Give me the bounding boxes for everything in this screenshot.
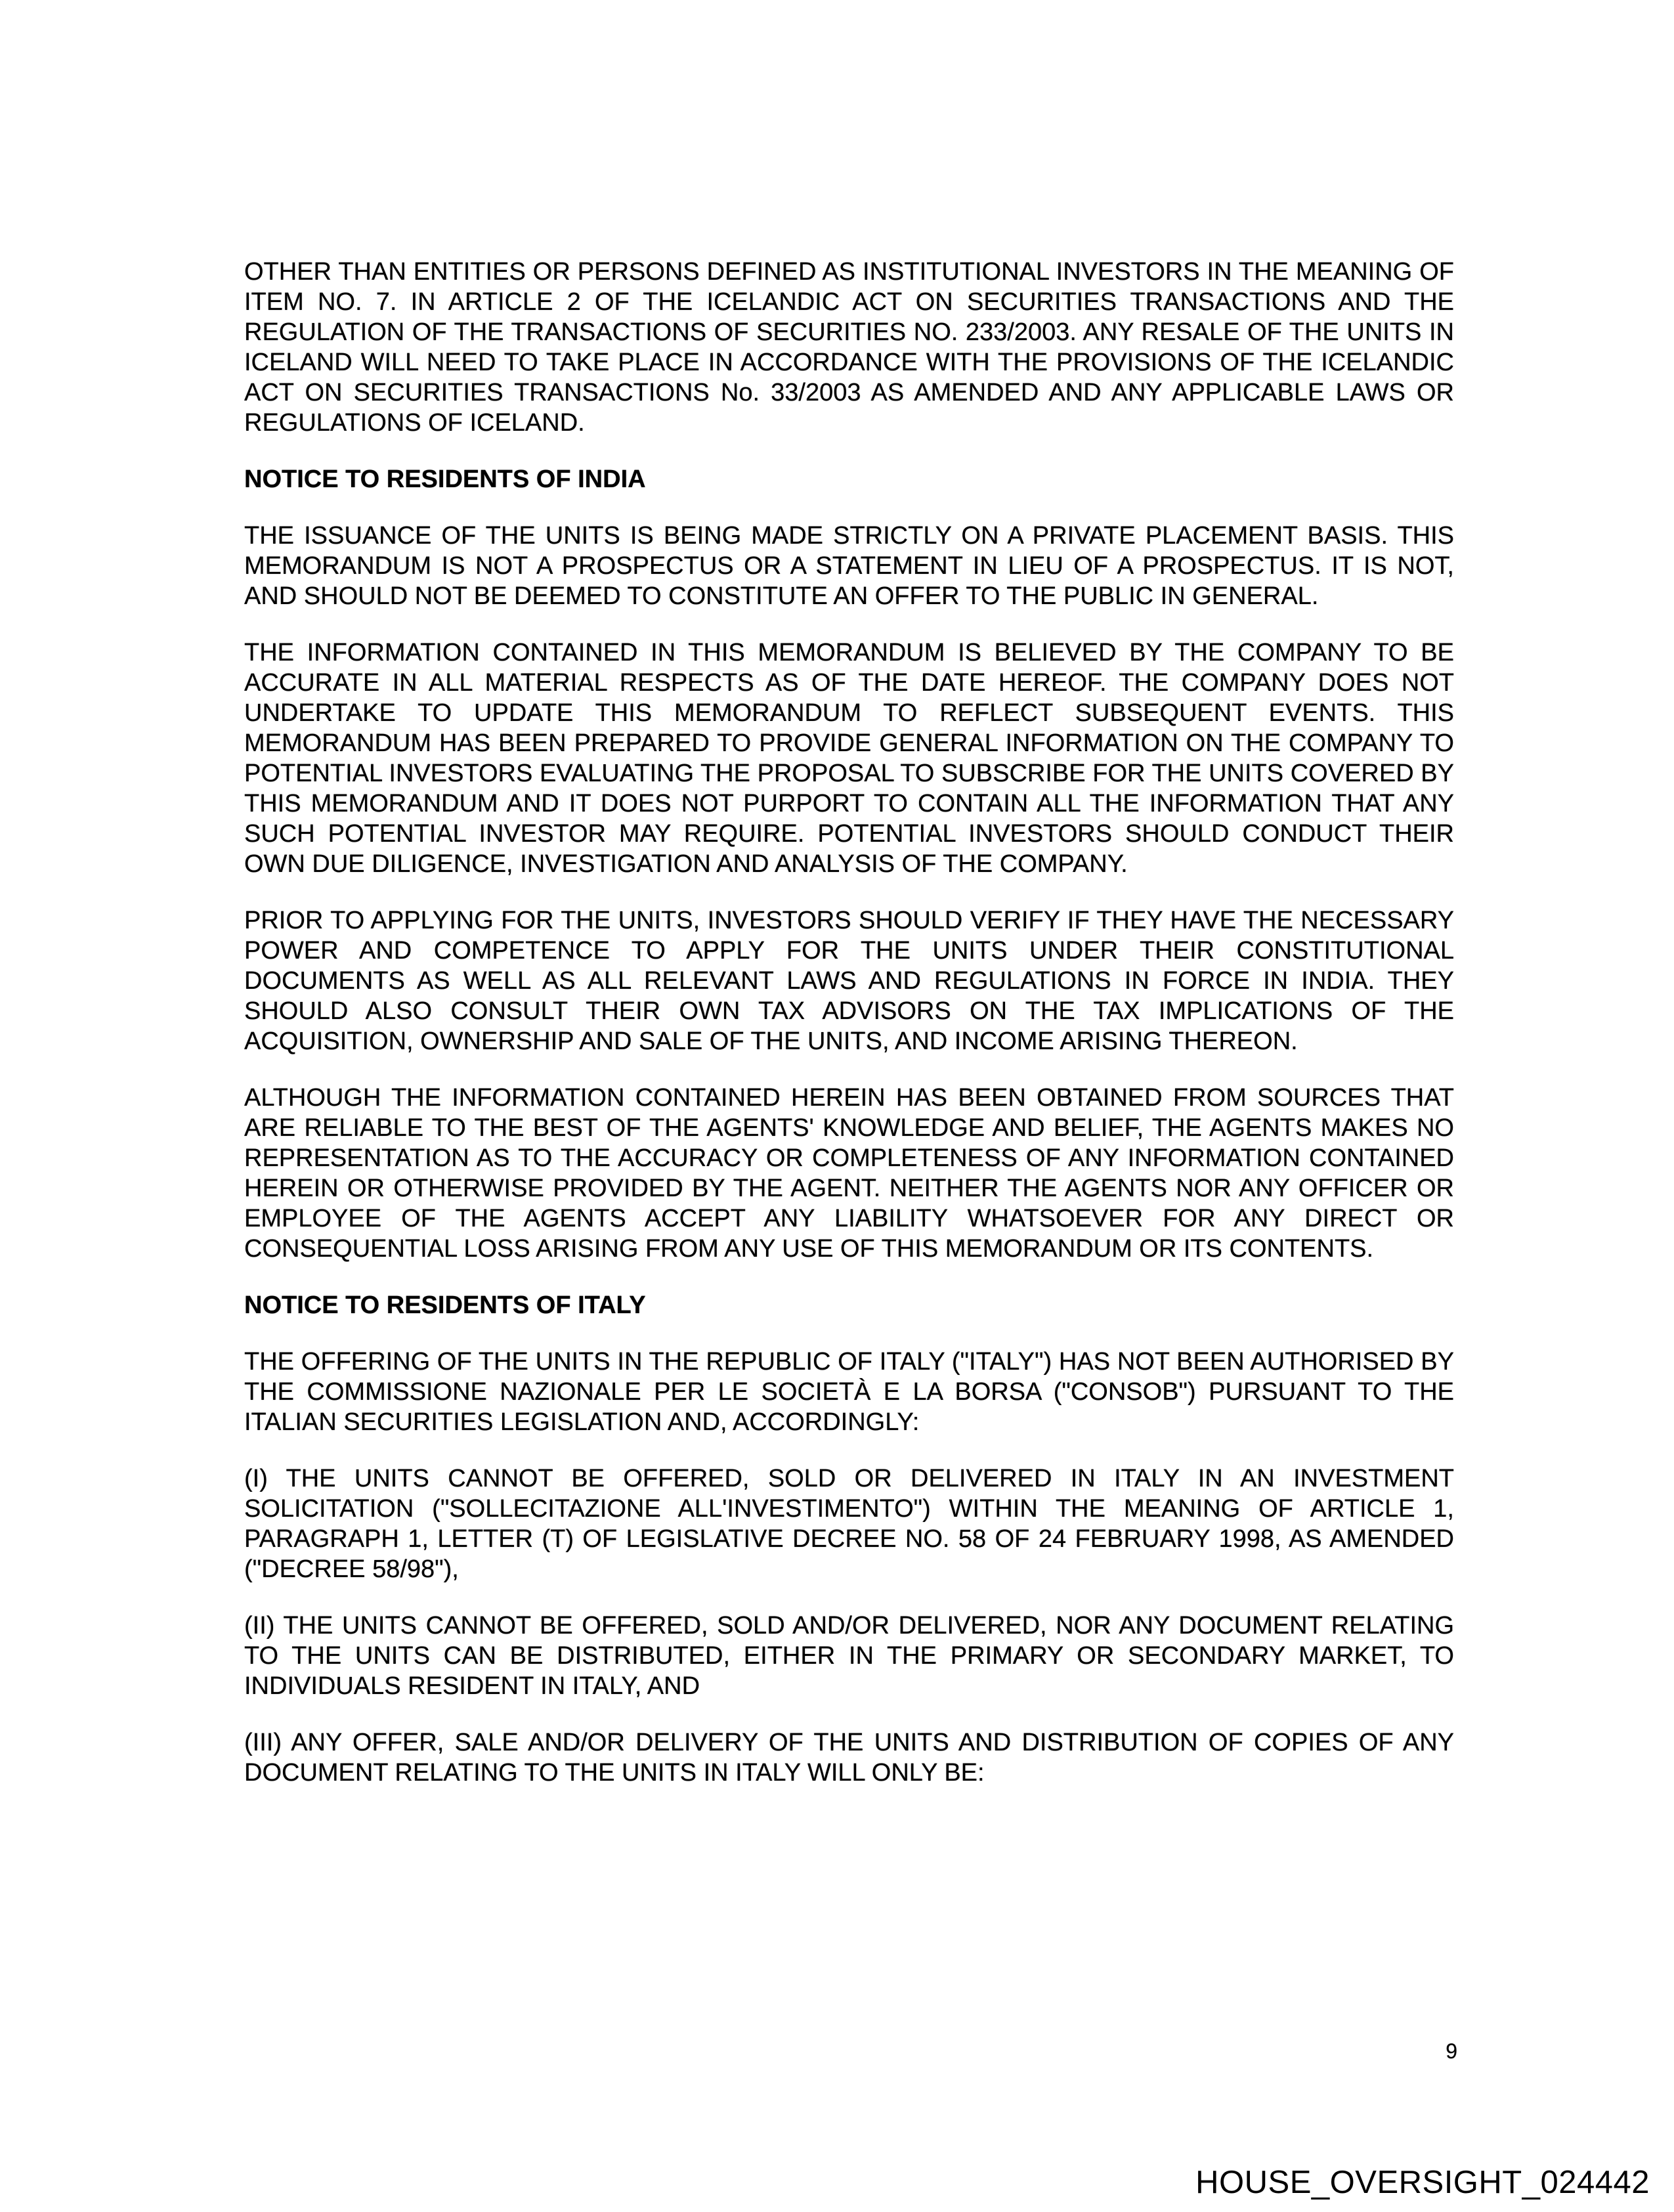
paragraph-italy-consob: THE OFFERING OF THE UNITS IN THE REPUBLIC OF ITALY ("ITALY") HAS NOT BEEN AUTHORISED BY THE COMMISSIONE NAZIONALE PER LE SOCIETÀ E LA BORSA ("CONSOB") PURSUANT TO THE ITALIAN SECURITIES LEGISLATION AND, ACCORDINGLY: (244, 1348, 1454, 1436)
document-body (244, 257, 1454, 1814)
paragraph-private-placement: THE ISSUANCE OF THE UNITS IS BEING MADE STRICTLY ON A PRIVATE PLACEMENT BASIS. THIS MEMORANDUM IS NOT A PROSPECTUS OR A STATEMENT IN LIEU OF A PROSPECTUS. IT IS NOT, AND SHOULD NOT BE DEEMED TO CONSTITUTE AN OFFER TO THE PUBLIC IN GENERAL. (244, 522, 1454, 610)
paragraph-italy-clause-i: (I) THE UNITS CANNOT BE OFFERED, SOLD OR DELIVERED IN ITALY IN AN INVESTMENT SOLICITATION ("SOLLECITAZIONE ALL'INVESTIMENTO") WITHIN THE MEANING OF ARTICLE 1, PARAGRAPH 1, LETTER (T) OF LEGISLATIVE DECREE NO. 58 OF 24 FEBRUARY 1998, AS AMENDED ("DECREE 58/98"), (244, 1465, 1454, 1583)
page-number: 9 (1446, 2039, 1457, 2063)
bates-number: HOUSE_OVERSIGHT_024442 (1195, 2165, 1650, 2200)
paragraph-italy-clause-iii: (III) ANY OFFER, SALE AND/OR DELIVERY OF THE UNITS AND DISTRIBUTION OF COPIES OF ANY DOCUMENT RELATING TO THE UNITS IN ITALY WILL ONLY BE: (244, 1729, 1454, 1787)
paragraph-agents-liability: ALTHOUGH THE INFORMATION CONTAINED HEREIN HAS BEEN OBTAINED FROM SOURCES THAT ARE RELIABLE TO THE BEST OF THE AGENTS' KNOWLEDGE AND BELIEF, THE AGENTS MAKES NO REPRESENTATION AS TO THE ACCURACY OR COMPLETENESS OF ANY INFORMATION CONTAINED HEREIN OR OTHERWISE PROVIDED BY THE AGENT. NEITHER THE AGENTS NOR ANY OFFICER OR EMPLOYEE OF THE AGENTS ACCEPT ANY LIABILITY WHATSOEVER FOR ANY DIRECT OR CONSEQUENTIAL LOSS ARISING FROM ANY USE OF THIS MEMORANDUM OR ITS CONTENTS. (244, 1084, 1454, 1263)
heading-notice-italy: NOTICE TO RESIDENTS OF ITALY (244, 1291, 646, 1319)
paragraph-iceland-resale: OTHER THAN ENTITIES OR PERSONS DEFINED AS INSTITUTIONAL INVESTORS IN THE MEANING OF ITEM NO. 7. IN ARTICLE 2 OF THE ICELANDIC ACT ON SECURITIES TRANSACTIONS AND THE REGULATION OF THE TRANSACTIONS OF SECURITIES NO. 233/2003. ANY RESALE OF THE UNITS IN ICELAND WILL NEED TO TAKE PLACE IN ACCORDANCE WITH THE PROVISIONS OF THE ICELANDIC ACT ON SECURITIES TRANSACTIONS No. 33/2003 AS AMENDED AND ANY APPLICABLE LAWS OR REGULATIONS OF ICELAND. (244, 258, 1454, 437)
heading-notice-india: NOTICE TO RESIDENTS OF INDIA (244, 466, 646, 493)
paragraph-prior-to-applying: PRIOR TO APPLYING FOR THE UNITS, INVESTORS SHOULD VERIFY IF THEY HAVE THE NECESSARY POWER AND COMPETENCE TO APPLY FOR THE UNITS UNDER THEIR CONSTITUTIONAL DOCUMENTS AS WELL AS ALL RELEVANT LAWS AND REGULATIONS IN FORCE IN INDIA. THEY SHOULD ALSO CONSULT THEIR OWN TAX ADVISORS ON THE TAX IMPLICATIONS OF THE ACQUISITION, OWNERSHIP AND SALE OF THE UNITS, AND INCOME ARISING THEREON. (244, 907, 1454, 1055)
paragraph-italy-clause-ii: (II) THE UNITS CANNOT BE OFFERED, SOLD AND/OR DELIVERED, NOR ANY DOCUMENT RELATING TO THE UNITS CAN BE DISTRIBUTED, EITHER IN THE PRIMARY OR SECONDARY MARKET, TO INDIVIDUALS RESIDENT IN ITALY, AND (244, 1612, 1454, 1700)
paragraph-information-accuracy: THE INFORMATION CONTAINED IN THIS MEMORANDUM IS BELIEVED BY THE COMPANY TO BE ACCURATE IN ALL MATERIAL RESPECTS AS OF THE DATE HEREOF. THE COMPANY DOES NOT UNDERTAKE TO UPDATE THIS MEMORANDUM TO REFLECT SUBSEQUENT EVENTS. THIS MEMORANDUM HAS BEEN PREPARED TO PROVIDE GENERAL INFORMATION ON THE COMPANY TO POTENTIAL INVESTORS EVALUATING THE PROPOSAL TO SUBSCRIBE FOR THE UNITS COVERED BY THIS MEMORANDUM AND IT DOES NOT PURPORT TO CONTAIN ALL THE INFORMATION THAT ANY SUCH POTENTIAL INVESTOR MAY REQUIRE. POTENTIAL INVESTORS SHOULD CONDUCT THEIR OWN DUE DILIGENCE, INVESTIGATION AND ANALYSIS OF THE COMPANY. (244, 639, 1454, 878)
